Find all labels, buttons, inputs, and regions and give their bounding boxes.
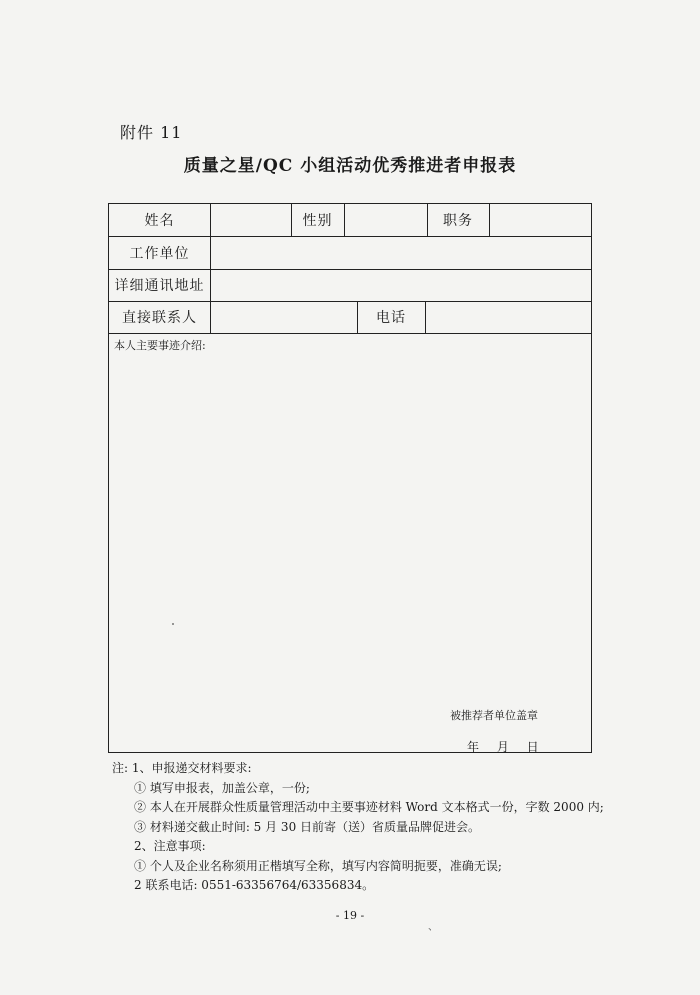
notes-section [112,759,604,896]
row-divider [109,333,591,334]
form-title: 质量之星/QC 小组活动优秀推进者申报表 [183,156,517,176]
phone-label: 电话 [376,310,406,326]
application-form [108,203,592,753]
gender-field[interactable] [344,204,427,236]
page-number: - 19 - [335,909,365,922]
contact-field[interactable] [210,301,357,333]
note-item: ③ 材料递交截止时间: 5 月 30 日前寄（送）省质量品牌促进会。 [134,819,481,834]
contact-label: 直接联系人 [122,310,197,326]
note-item: ① 填写申报表，加盖公章，一份; [134,780,310,795]
address-label: 详细通讯地址 [114,278,205,294]
note-item: 2 联系电话: 0551-63356764/63356834。 [134,878,375,892]
attachment-label: 附件 11 [120,123,183,142]
position-field[interactable] [489,204,590,236]
seal-label: 被推荐者单位盖章 [450,709,538,722]
note-item: ② 本人在开展群众性质量管理活动中主要事迹材料 Word 文本格式一份，字数 2000 内; [134,800,604,814]
name-label: 姓名 [144,213,175,229]
notes-heading: 注: 1、申报递交材料要求: [112,761,252,775]
note-item: ① 个人及企业名称须用正楷填写全称，填写内容简明扼要，准确无误; [134,858,502,873]
scan-speck [172,623,174,625]
notes-heading-2: 2、注意事项: [134,839,206,853]
name-field[interactable] [210,204,291,236]
address-field[interactable] [210,269,590,301]
position-label: 职务 [443,213,473,229]
gender-label: 性别 [302,213,333,229]
date-label: 年 月 日 [467,740,539,754]
stray-mark: 、 [428,922,438,933]
intro-label: 本人主要事迹介绍: [114,339,206,352]
work-unit-label: 工作单位 [129,245,190,262]
work-unit-field[interactable] [210,236,590,269]
phone-field[interactable] [425,301,590,333]
